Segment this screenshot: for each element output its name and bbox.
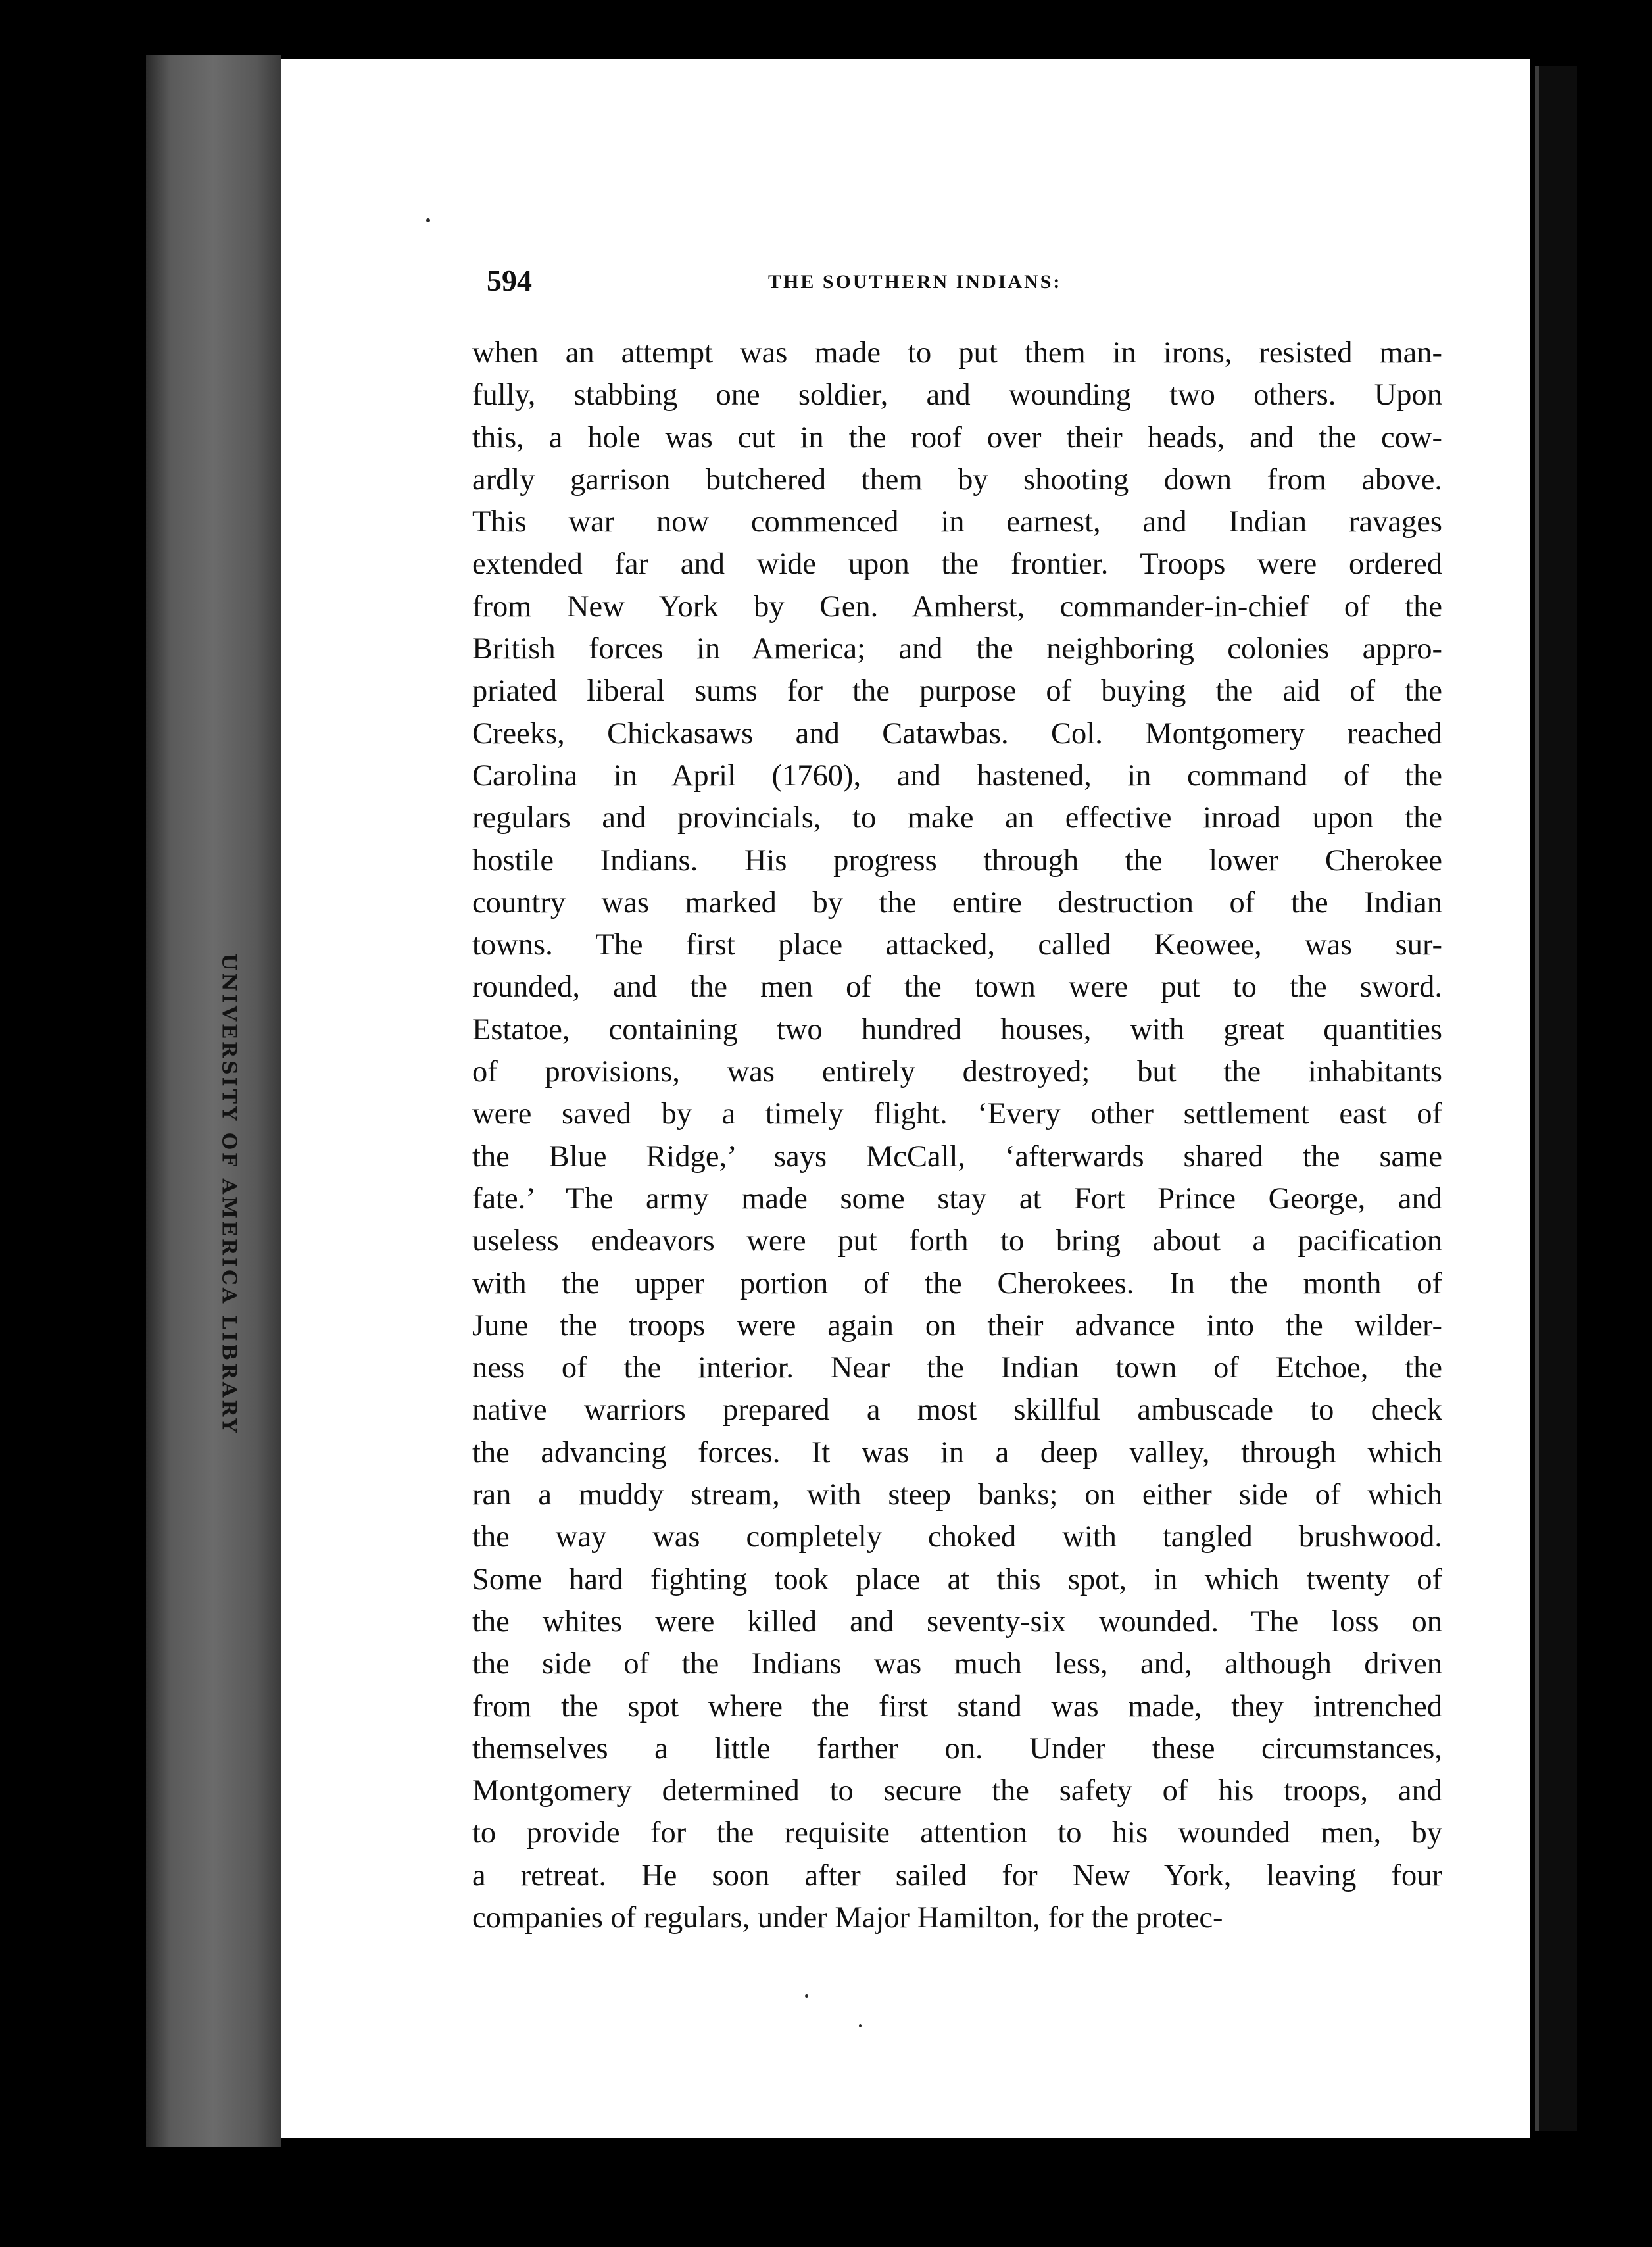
text-line: from New York by Gen. Amherst, commander-in-chief of the — [472, 589, 1442, 624]
text-line: towns. The first place attacked, called Keowee, was sur- — [472, 928, 1442, 962]
text-line: This war now commenced in earnest, and Indian ravages — [472, 505, 1442, 539]
running-head — [487, 263, 1444, 309]
text-line: a retreat. He soon after sailed for New York, leaving four — [472, 1858, 1442, 1892]
text-line: of provisions, was entirely destroyed; but the inhabitants — [472, 1055, 1442, 1089]
text-line: useless endeavors were put forth to bring about a pacification — [472, 1224, 1442, 1258]
text-line: were saved by a timely flight. ‘Every other settlement east of — [472, 1097, 1442, 1131]
text-line: the side of the Indians was much less, and, although driven — [472, 1647, 1442, 1681]
text-line: the Blue Ridge,’ says McCall, ‘afterwards shared the same — [472, 1139, 1442, 1173]
scan-speck — [805, 1994, 808, 1998]
text-line: hostile Indians. His progress through the lower Cherokee — [472, 843, 1442, 877]
text-line: ran a muddy stream, with steep banks; on either side of which — [472, 1478, 1442, 1512]
text-line: from the spot where the first stand was made, they intrenched — [472, 1689, 1442, 1723]
text-line: this, a hole was cut in the roof over their heads, and the cow- — [472, 420, 1442, 455]
text-line: British forces in America; and the neighboring colonies appro- — [472, 632, 1442, 666]
text-line: native warriors prepared a most skillful ambuscade to check — [472, 1393, 1442, 1427]
text-line: themselves a little farther on. Under these circumstances, — [472, 1731, 1442, 1766]
library-stamp-text: UNIVERSITY OF AMERICA LIBRARY — [217, 952, 241, 1435]
text-line: regulars and provincials, to make an effective inroad upon the — [472, 801, 1442, 835]
text-line: Estatoe, containing two hundred houses, with great quantities — [472, 1012, 1442, 1047]
text-line: priated liberal sums for the purpose of buying the aid of the — [472, 674, 1442, 708]
text-line: companies of regulars, under Major Hamilton, for the protec- — [472, 1900, 1223, 1935]
scan-speck — [426, 218, 430, 222]
text-line: rounded, and the men of the town were put to the sword. — [472, 970, 1442, 1004]
text-line: the whites were killed and seventy-six wounded. The loss on — [472, 1604, 1442, 1639]
body-text — [472, 332, 1442, 1939]
text-line: the advancing forces. It was in a deep valley, through which — [472, 1435, 1442, 1469]
text-line: ness of the interior. Near the Indian town of Etchoe, the — [472, 1351, 1442, 1385]
page-number: 594 — [487, 264, 532, 297]
text-line: extended far and wide upon the frontier. Troops were ordered — [472, 547, 1442, 581]
text-line: Some hard fighting took place at this spot, in which twenty of — [472, 1562, 1442, 1596]
facing-page-edge — [1535, 66, 1577, 2131]
text-line: when an attempt was made to put them in irons, resisted man- — [472, 336, 1442, 370]
text-line: to provide for the requisite attention to his wounded men, by — [472, 1816, 1442, 1850]
text-line: June the troops were again on their advance into the wilder- — [472, 1308, 1442, 1343]
text-line: with the upper portion of the Cherokees. In the month of — [472, 1266, 1442, 1300]
text-line: fully, stabbing one soldier, and wounding two others. Upon — [472, 378, 1442, 412]
header-title: THE SOUTHERN INDIANS: — [768, 271, 1062, 293]
text-line: Montgomery determined to secure the safety of his troops, and — [472, 1774, 1442, 1808]
scan-speck — [859, 2024, 862, 2027]
library-stamp — [209, 952, 249, 1435]
text-line: fate.’ The army made some stay at Fort Prince George, and — [472, 1181, 1442, 1216]
text-line: country was marked by the entire destruction of the Indian — [472, 885, 1442, 920]
text-line: the way was completely choked with tangled brushwood. — [472, 1520, 1442, 1554]
text-line: Creeks, Chickasaws and Catawbas. Col. Montgomery reached — [472, 716, 1442, 751]
text-line: ardly garrison butchered them by shooting down from above. — [472, 462, 1442, 497]
text-line: Carolina in April (1760), and hastened, in command of the — [472, 758, 1442, 793]
